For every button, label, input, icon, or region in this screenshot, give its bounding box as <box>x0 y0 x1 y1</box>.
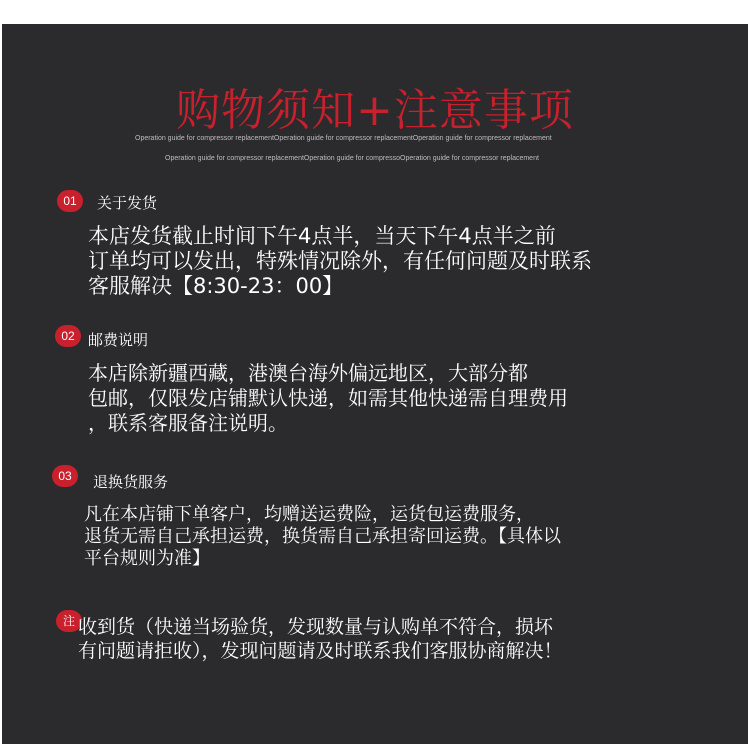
section-badge-03: 03 <box>52 465 78 487</box>
body-line: 凡在本店铺下单客户，均赠送运费险，运货包运费服务， <box>84 504 534 525</box>
body-line: 收到货（快递当场验货，发现数量与认购单不符合，损坏 <box>78 616 554 638</box>
section-body-postage <box>88 361 568 436</box>
section-body-note <box>78 615 563 663</box>
subtitle-line-1: Operation guide for compressor replacementOperation guide for compressor replacementOperation guide for compressor replacement <box>135 135 552 142</box>
body-line: 本店发货截止时间下午4点半，当天下午4点半之前 <box>88 224 556 248</box>
section-body-shipping <box>88 224 592 299</box>
section-badge-02: 02 <box>55 325 81 347</box>
body-line: 有问题请拒收），发现问题请及时联系我们客服协商解决！ <box>78 640 563 662</box>
section-badge-01: 01 <box>57 190 83 212</box>
page-title: 购物须知+注意事项 <box>176 85 574 136</box>
section-badge-note: 注 <box>56 610 82 632</box>
body-line: 客服解决【8:30-23：00】 <box>88 274 344 298</box>
body-line: ，联系客服备注说明。 <box>88 411 288 435</box>
subtitle-line-2: Operation guide for compressor replacementOperation guide for compressoOperation guide for compressor replacement <box>165 155 539 162</box>
section-heading-returns: 退换货服务 <box>93 473 169 491</box>
body-line: 退货无需自己承担运费，换货需自己承担寄回运费。【具体以 <box>84 526 561 547</box>
section-body-returns <box>84 504 561 570</box>
body-line: 订单均可以发出，特殊情况除外，有任何问题及时联系 <box>88 249 592 273</box>
section-heading-postage: 邮费说明 <box>88 331 149 349</box>
body-line: 平台规则为准】 <box>84 548 210 569</box>
body-line: 本店除新疆西藏，港澳台海外偏远地区，大部分都 <box>88 361 528 385</box>
body-line: 包邮，仅限发店铺默认快递，如需其他快递需自理费用 <box>88 386 568 410</box>
section-heading-shipping: 关于发货 <box>97 194 158 212</box>
